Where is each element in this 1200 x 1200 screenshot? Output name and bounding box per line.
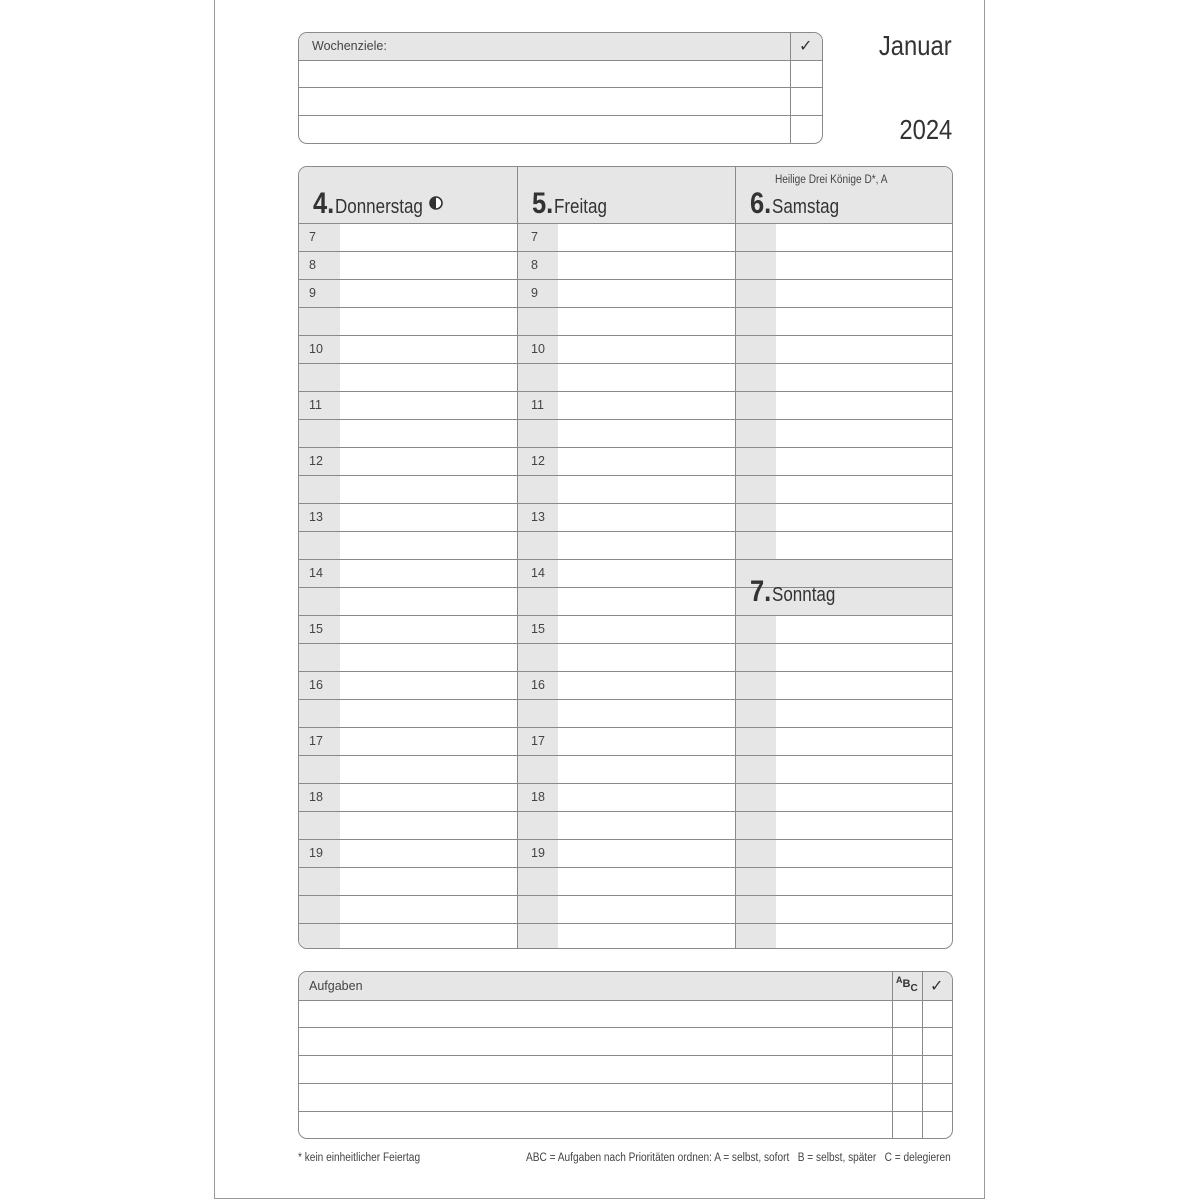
hour-label-friday: 19 bbox=[531, 846, 545, 860]
grid-row-line bbox=[299, 587, 952, 588]
check-icon: ✓ bbox=[930, 978, 944, 995]
grid-row-line bbox=[299, 643, 952, 644]
day-number: 4. bbox=[313, 187, 335, 220]
day-name: Samstag bbox=[772, 196, 840, 218]
hour-label-friday: 13 bbox=[531, 510, 545, 524]
day-header-sunday bbox=[750, 575, 847, 609]
priority-abc-label: ABC bbox=[896, 975, 918, 994]
goals-check-divider bbox=[790, 33, 791, 143]
hour-label-thursday: 18 bbox=[309, 790, 323, 804]
hour-label-thursday: 14 bbox=[309, 566, 323, 580]
day-number: 6. bbox=[750, 187, 772, 220]
hour-label-friday: 16 bbox=[531, 678, 545, 692]
grid-row-line bbox=[299, 867, 952, 868]
half-moon-icon bbox=[429, 196, 443, 210]
grid-row-line bbox=[299, 671, 952, 672]
day-number: 5. bbox=[532, 187, 554, 220]
grid-row-line bbox=[299, 503, 952, 504]
grid-row-line bbox=[299, 251, 952, 252]
year-title: 2024 bbox=[899, 114, 952, 145]
grid-row-line bbox=[299, 615, 952, 616]
hour-label-friday: 12 bbox=[531, 454, 545, 468]
holiday-label: Heilige Drei Könige D*, A bbox=[775, 174, 888, 186]
hour-label-friday: 15 bbox=[531, 622, 545, 636]
grid-row-line bbox=[299, 895, 952, 896]
check-icon: ✓ bbox=[799, 38, 813, 55]
hour-label-friday: 17 bbox=[531, 734, 545, 748]
day-header-friday bbox=[532, 187, 616, 221]
hour-label-friday: 11 bbox=[531, 398, 544, 412]
grid-row-line bbox=[299, 307, 952, 308]
grid-row-line bbox=[299, 923, 952, 924]
grid-row-line bbox=[299, 419, 952, 420]
day-header-thursday bbox=[313, 187, 438, 221]
hour-label-thursday: 9 bbox=[309, 286, 316, 300]
hour-label-thursday: 15 bbox=[309, 622, 323, 636]
grid-row-line bbox=[299, 391, 952, 392]
grid-row-line bbox=[299, 699, 952, 700]
grid-row-line bbox=[299, 223, 952, 224]
grid-row-line bbox=[299, 783, 952, 784]
tasks-box bbox=[298, 971, 953, 1139]
hour-label-friday: 18 bbox=[531, 790, 545, 804]
grid-row-line bbox=[299, 335, 952, 336]
day-name: Donnerstag bbox=[335, 196, 423, 218]
hour-label-thursday: 7 bbox=[309, 230, 316, 244]
weekly-goals-box bbox=[298, 32, 823, 144]
day-grid bbox=[298, 166, 953, 949]
priority-footnote: ABC = Aufgaben nach Prioritäten ordnen: A = selbst, sofort B = selbst, später C = delegieren bbox=[526, 1152, 951, 1164]
grid-row-line bbox=[299, 475, 952, 476]
hour-label-thursday: 8 bbox=[309, 258, 316, 272]
goals-label: Wochenziele: bbox=[312, 39, 387, 53]
day-header-saturday bbox=[750, 187, 851, 221]
hour-label-friday: 7 bbox=[531, 230, 538, 244]
grid-row-line bbox=[299, 839, 952, 840]
month-title: Januar bbox=[879, 30, 952, 61]
hour-label-thursday: 11 bbox=[309, 398, 322, 412]
hour-label-thursday: 13 bbox=[309, 510, 323, 524]
grid-row-line bbox=[299, 811, 952, 812]
hour-label-thursday: 16 bbox=[309, 678, 323, 692]
day-name: Freitag bbox=[554, 196, 607, 218]
hour-label-friday: 8 bbox=[531, 258, 538, 272]
tasks-header-fill bbox=[299, 972, 952, 1000]
grid-row-line bbox=[299, 727, 952, 728]
day-name: Sonntag bbox=[772, 584, 836, 606]
hour-label-thursday: 17 bbox=[309, 734, 323, 748]
hour-label-thursday: 10 bbox=[309, 342, 323, 356]
grid-row-line bbox=[299, 279, 952, 280]
hour-label-friday: 10 bbox=[531, 342, 545, 356]
hour-label-thursday: 12 bbox=[309, 454, 323, 468]
hour-label-thursday: 19 bbox=[309, 846, 323, 860]
tasks-label: Aufgaben bbox=[309, 979, 363, 993]
day-number: 7. bbox=[750, 575, 772, 608]
grid-row-line bbox=[299, 447, 952, 448]
grid-row-line bbox=[299, 531, 952, 532]
grid-row-line bbox=[299, 755, 952, 756]
holiday-footnote: * kein einheitlicher Feiertag bbox=[298, 1152, 421, 1164]
grid-row-line bbox=[299, 559, 952, 560]
hour-label-friday: 14 bbox=[531, 566, 545, 580]
grid-row-line bbox=[299, 363, 952, 364]
hour-label-friday: 9 bbox=[531, 286, 538, 300]
